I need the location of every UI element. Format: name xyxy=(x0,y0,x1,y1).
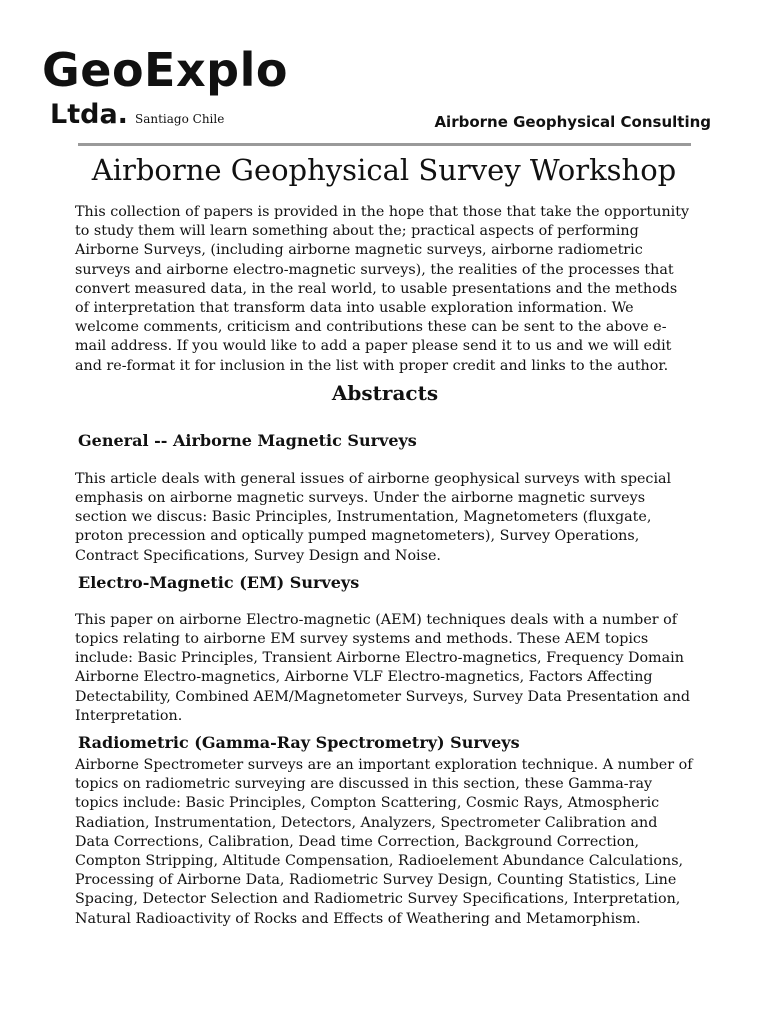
section-heading-magnetic: General -- Airborne Magnetic Surveys xyxy=(78,430,417,450)
section-body-magnetic: This article deals with general issues of airborne geophysical surveys with special emphasis on airborne magnetic surveys. Under the airborne magnetic surveys section we discus: Basic Principles, Instrumentation, Magnetometers (fluxgate, proton precession and optically pumped magnetometers), Survey Operations, Contract Specifications, Survey Design and Noise. xyxy=(75,470,672,564)
company-location: Santiago Chile xyxy=(135,112,225,126)
section-body-em: This paper on airborne Electro-magnetic (AEM) techniques deals with a number of topics relating to airborne EM survey systems and methods. These AEM topics include: Basic Principles, Transient Airborne Electro-magnetics, Frequency Domain Airborne Electro-magnetics, Airborne VLF Electro-magnetics, Factors Affecting Detectability, Combined AEM/Magnetometer Surveys, Survey Data Presentation and Interpretation. xyxy=(75,611,691,724)
document-body xyxy=(75,203,695,929)
section-heading-em: Electro-Magnetic (EM) Surveys xyxy=(78,572,360,592)
header-divider xyxy=(78,143,691,146)
page-header xyxy=(0,0,768,150)
company-tagline: Airborne Geophysical Consulting xyxy=(434,113,711,131)
company-logo-suffix: Ltda. xyxy=(50,99,128,130)
company-logo-name: GeoExplo xyxy=(42,43,288,97)
intro-paragraph: This collection of papers is provided in the hope that those that take the opportunity to study them will learn something about the; practical aspects of performing Airborne Surveys, (including airborne magnetic surveys, airborne radiometric surveys and airborne electro-magnetic surveys), the realities of the processes that convert measured data, in the real world, to usable presentations and the methods of interpretation that transform data into usable exploration information. We welcome comments, criticism and contributions these can be sent to the above e-mail address. If you would like to add a paper please send it to us and we will edit and re-format it for inclusion in the list with proper credit and links to the author. xyxy=(75,204,690,374)
section-heading-radiometric: Radiometric (Gamma-Ray Spectrometry) Surveys xyxy=(78,733,520,753)
abstracts-heading: Abstracts xyxy=(331,380,439,405)
document-title: Airborne Geophysical Survey Workshop xyxy=(91,153,677,187)
section-body-radiometric: Airborne Spectrometer surveys are an important exploration technique. A number of topics on radiometric surveying are discussed in this section, these Gamma-ray topics include: Basic Principles, Compton Scattering, Cosmic Rays, Atmospheric Radiation, Instrumentation, Detectors, Analyzers, Spectrometer Calibration and Data Corrections, Calibration, Dead time Correction, Background Correction, Compton Stripping, Altitude Compensation, Radioelement Abundance Calculations, Processing of Airborne Data, Radiometric Survey Design, Counting Statistics, Line Spacing, Detector Selection and Radiometric Survey Specifications, Interpretation, Natural Radioactivity of Rocks and Effects of Weathering and Metamorphism. xyxy=(75,757,693,927)
